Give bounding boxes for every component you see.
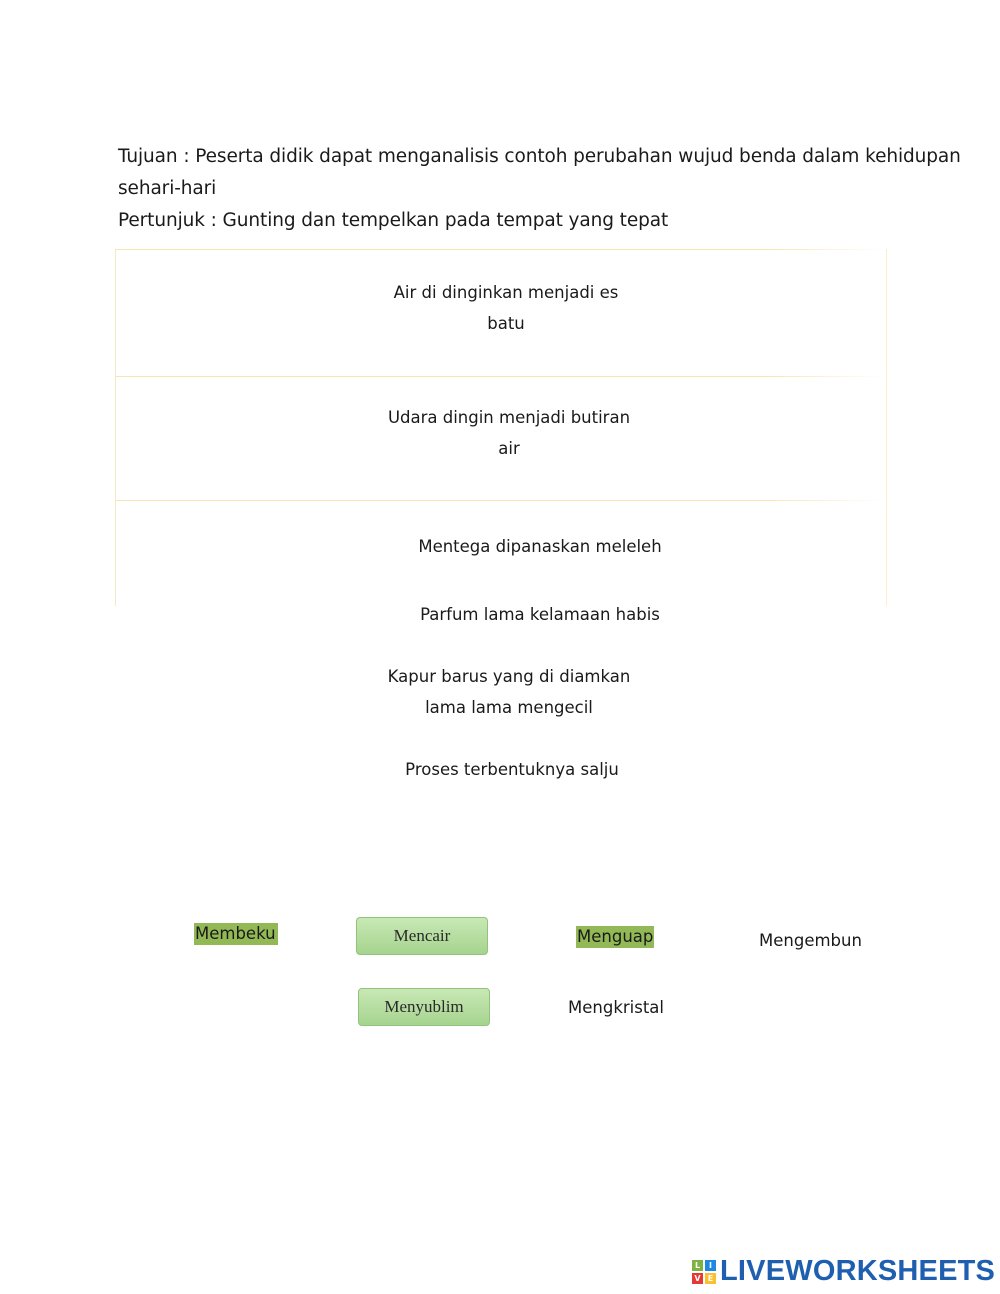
row-divider-1 — [115, 376, 885, 377]
logo-text: LIVEWORKSHEETS — [720, 1255, 996, 1287]
statement-3-line-1: Mentega dipanaskan meleleh — [418, 537, 662, 556]
answer-chip-mengkristal[interactable]: Mengkristal — [568, 998, 665, 1017]
liveworksheets-logo — [692, 1255, 995, 1288]
logo-tile-i: I — [705, 1260, 716, 1271]
objective-text — [118, 141, 961, 237]
instruction-text: Pertunjuk : Gunting dan tempelkan pada tempat yang tepat — [118, 210, 669, 231]
logo-tile-e: E — [705, 1273, 716, 1284]
statement-4-line-1: Parfum lama kelamaan habis — [420, 605, 660, 624]
answer-chip-membeku[interactable]: Membeku — [195, 924, 276, 943]
row-divider-2 — [115, 500, 885, 501]
statement-3 — [410, 531, 670, 562]
statement-5-line-2: lama lama mengecil — [425, 698, 593, 717]
objective-line-1: Tujuan : Peserta didik dapat menganalisis contoh perubahan wujud benda dalam kehidupan — [118, 146, 961, 167]
statement-1 — [380, 277, 632, 339]
statement-6-line-1: Proses terbentuknya salju — [405, 760, 619, 779]
answer-button-mencair[interactable]: Mencair — [356, 917, 488, 955]
logo-tile-l: L — [692, 1260, 703, 1271]
answer-button-menyublim[interactable]: Menyublim — [358, 988, 490, 1026]
statement-5-line-1: Kapur barus yang di diamkan — [387, 667, 631, 686]
logo-tile-icon — [692, 1260, 716, 1284]
frame-top-border — [115, 249, 885, 250]
statement-6 — [390, 754, 634, 785]
answer-chip-mengembun[interactable]: Mengembun — [759, 931, 862, 950]
statement-2-line-2: air — [498, 439, 520, 458]
statement-2 — [380, 402, 638, 464]
answer-chip-menguap[interactable]: Menguap — [577, 927, 654, 946]
logo-tile-v: V — [692, 1273, 703, 1284]
statement-4 — [410, 599, 670, 630]
objective-line-2: sehari-hari — [118, 178, 217, 199]
statement-1-line-2: batu — [487, 314, 525, 333]
statement-5 — [380, 661, 638, 723]
statement-1-line-1: Air di dinginkan menjadi es — [393, 283, 619, 302]
statement-2-line-1: Udara dingin menjadi butiran — [387, 408, 631, 427]
